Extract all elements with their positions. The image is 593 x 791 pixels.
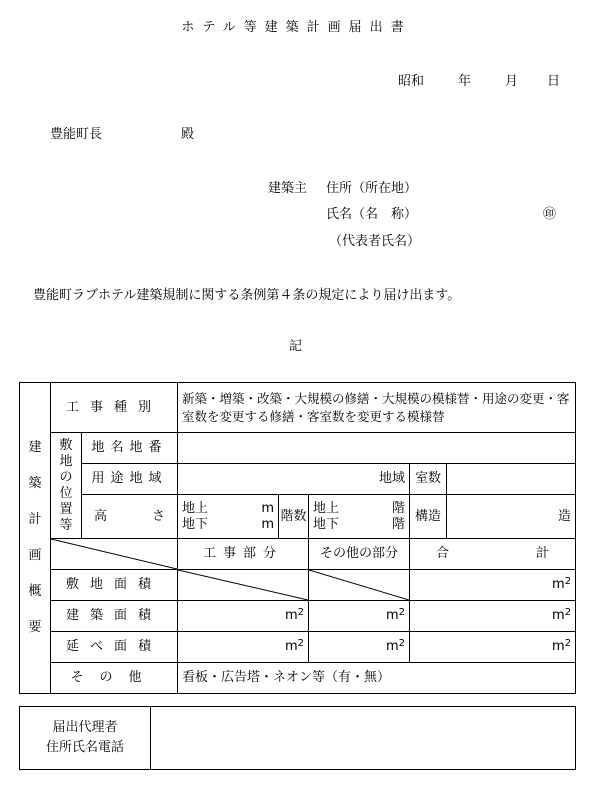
honorific: 殿 — [181, 127, 195, 142]
date-era: 昭和 — [398, 74, 425, 89]
shikichi-koji-cell — [178, 570, 309, 601]
koji-label: 工事種別 — [51, 383, 178, 433]
plan-table — [19, 382, 576, 694]
shikichi-sonota-cell — [309, 570, 410, 601]
chimei-value[interactable] — [178, 433, 576, 464]
kozo-value[interactable]: 造 — [447, 495, 576, 539]
ki-heading: 記 — [289, 339, 303, 354]
diagonal-line — [51, 539, 177, 569]
diagonal-header-cell — [51, 539, 178, 570]
name-label: 氏名（名 称） — [326, 207, 418, 222]
applicant-label: 建築主 — [268, 181, 308, 196]
chimei-label: 地名地番 — [82, 433, 178, 464]
col-gokei-header: 合 計 — [410, 539, 576, 570]
agent-value[interactable] — [151, 707, 576, 770]
shikichi-side-label: 敷 地 の 位 置 等 — [51, 433, 82, 539]
kenchiku-total-cell[interactable]: $m^2$ — [410, 601, 576, 632]
diagonal-line — [178, 570, 308, 600]
representative-label: （代表者氏名） — [329, 234, 421, 249]
form-title: ホテル等建築計画届出書 — [181, 20, 412, 35]
row-shikichi-label: 敷地面積 — [51, 570, 178, 601]
youto-label: 用途地域 — [82, 464, 178, 495]
col-sonota-header: その他の部分 — [309, 539, 410, 570]
kenchiku-sonota-cell[interactable]: $m^2$ — [309, 601, 410, 632]
kaisu-label: 階数 — [279, 495, 309, 539]
shitsu-value[interactable] — [447, 464, 576, 495]
addressee: 豊能町長 — [50, 127, 103, 142]
takasa-value[interactable]: 地上 m 地下 m — [178, 495, 279, 539]
statement: 豊能町ラブホテル建築規制に関する条例第４条の規定により届け出ます。 — [33, 288, 461, 303]
kozo-label: 構造 — [410, 495, 447, 539]
nobe-koji-cell[interactable]: $m^2$ — [178, 632, 309, 663]
date-year-unit: 年 — [458, 74, 472, 89]
sonota-value: 看板・広告塔・ネオン等（有・無） — [178, 663, 576, 694]
agent-table — [19, 706, 576, 770]
shitsu-label: 室数 — [410, 464, 447, 495]
address-label: 住所（所在地） — [326, 181, 418, 196]
koji-value: 新築・増築・改築・大規模の修繕・大規模の模様替・用途の変更・客室数を変更する修繕・客室数を変更する模様替 — [178, 383, 576, 433]
row-kenchiku-label: 建築面積 — [51, 601, 178, 632]
row-nobe-label: 延べ面積 — [51, 632, 178, 663]
kaisu-value[interactable]: 地上 階 地下 階 — [309, 495, 410, 539]
side-label-plan-summary: 建 築 計 画 概 要 — [20, 383, 51, 694]
col-koji-header: 工事部分 — [178, 539, 309, 570]
nobe-sonota-cell[interactable]: $m^2$ — [309, 632, 410, 663]
agent-label: 届出代理者 住所氏名電話 — [20, 707, 151, 770]
takasa-label: 高 さ — [82, 495, 178, 539]
shikichi-total-cell[interactable]: $m^2$ — [410, 570, 576, 601]
date-month-unit: 月 — [505, 74, 519, 89]
row-sonota-label: その他 — [51, 663, 178, 694]
kenchiku-koji-cell[interactable]: $m^2$ — [178, 601, 309, 632]
nobe-total-cell[interactable]: $m^2$ — [410, 632, 576, 663]
youto-value[interactable]: 地域 — [178, 464, 410, 495]
diagonal-line — [309, 570, 409, 600]
seal-mark: ㊞ — [543, 207, 557, 222]
date-day-unit: 日 — [547, 74, 561, 89]
